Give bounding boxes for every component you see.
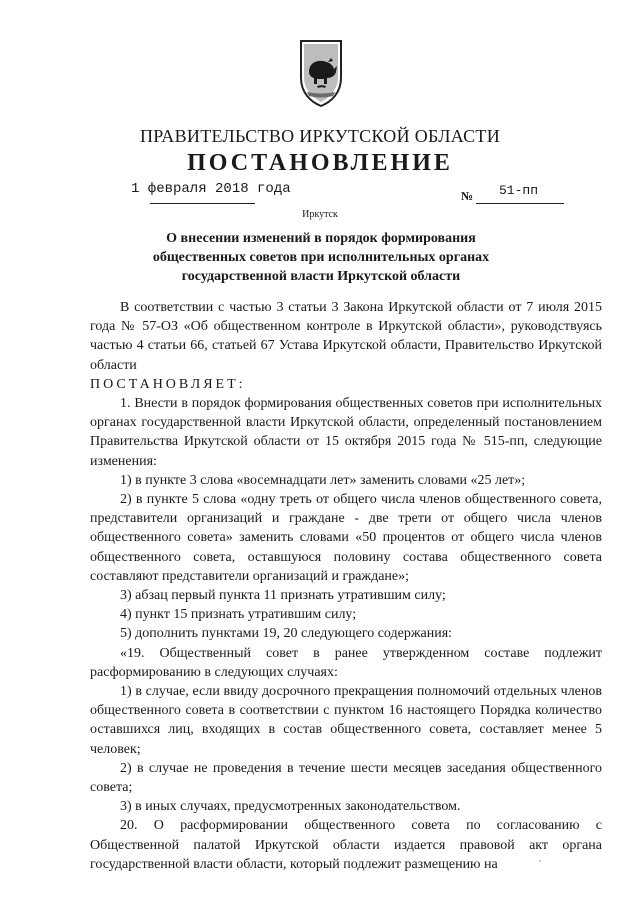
date-underline [150, 203, 255, 204]
scan-speck [539, 860, 541, 862]
government-name: ПРАВИТЕЛЬСТВО ИРКУТСКОЙ ОБЛАСТИ [139, 126, 501, 146]
point-19-case-3: 3) в иных случаях, предусмотренных законодательством. [120, 799, 461, 815]
subitem-5: 5) дополнить пунктами 19, 20 следующего содержания: [120, 626, 453, 642]
document-body [90, 298, 602, 874]
document-subject: О внесении изменений в порядок формирования общественных советов при исполнительных органах государственной власти Иркутской области [152, 231, 490, 284]
subitem-3: 3) абзац первый пункта 11 признать утратившим силу; [120, 588, 446, 604]
subitem-1: 1) в пункте 3 слова «восемнадцати лет» заменить словами «25 лет»; [120, 472, 526, 488]
city-name: Иркутск [302, 209, 338, 220]
subitem-2: 2) в пункте 5 слова «одну треть от общего числа членов общественного совета, представители организаций и граждане - две трети от общего числа членов общественного совета» заменить словами «50 процентов от общего числа членов общественного совета, оставшуюся половину состава общественного совета составляют представители организаций и граждане»; [90, 492, 602, 584]
irkutsk-coat-of-arms-icon [297, 38, 345, 108]
number-underline [476, 203, 564, 204]
preamble-paragraph: В соответствии с частью 3 статьи 3 Закона Иркутской области от 7 июля 2015 года № 57-ОЗ «Об общественном контроле в Иркутской области», руководствуясь частью 4 статьи 66, статьей 67 Устава Иркутской области, Правительство Иркутской области [90, 300, 602, 373]
subitem-4: 4) пункт 15 признать утратившим силу; [120, 607, 357, 623]
number-sign: № [461, 189, 474, 203]
resolves-heading: ПОСТАНОВЛЯЕТ: [90, 376, 246, 392]
document-number: 51-пп [499, 183, 539, 198]
point-19-case-2: 2) в случае не проведения в течение шести месяцев заседания общественного совета; [90, 760, 602, 796]
document-type-title: ПОСТАНОВЛЕНИЕ [187, 150, 453, 176]
point-20-paragraph: 20. О расформировании общественного совета по согласованию с Общественной палатой Иркутской области издается правовой акт органа государственной власти области, который подлежит размещению на [90, 818, 602, 872]
document-date: 1 февраля 2018 года [131, 181, 291, 197]
point-19-case-1: 1) в случае, если ввиду досрочного прекращения полномочий отдельных членов общественного совета в соответствии с пунктом 16 настоящего Порядка количество оставшихся лиц, входящих в состав общественного совета, составляет менее 5 человек; [90, 684, 602, 757]
point-19-paragraph: «19. Общественный совет в ранее утвержденном составе подлежит расформированию в следующих случаях: [90, 645, 602, 680]
item-1-paragraph: 1. Внести в порядок формирования общественных советов при исполнительных органах государственной власти Иркутской области, определенный постановлением Правительства Иркутской области от 15 октября 2015 года № 515-пп, следующие изменения: [90, 396, 602, 469]
